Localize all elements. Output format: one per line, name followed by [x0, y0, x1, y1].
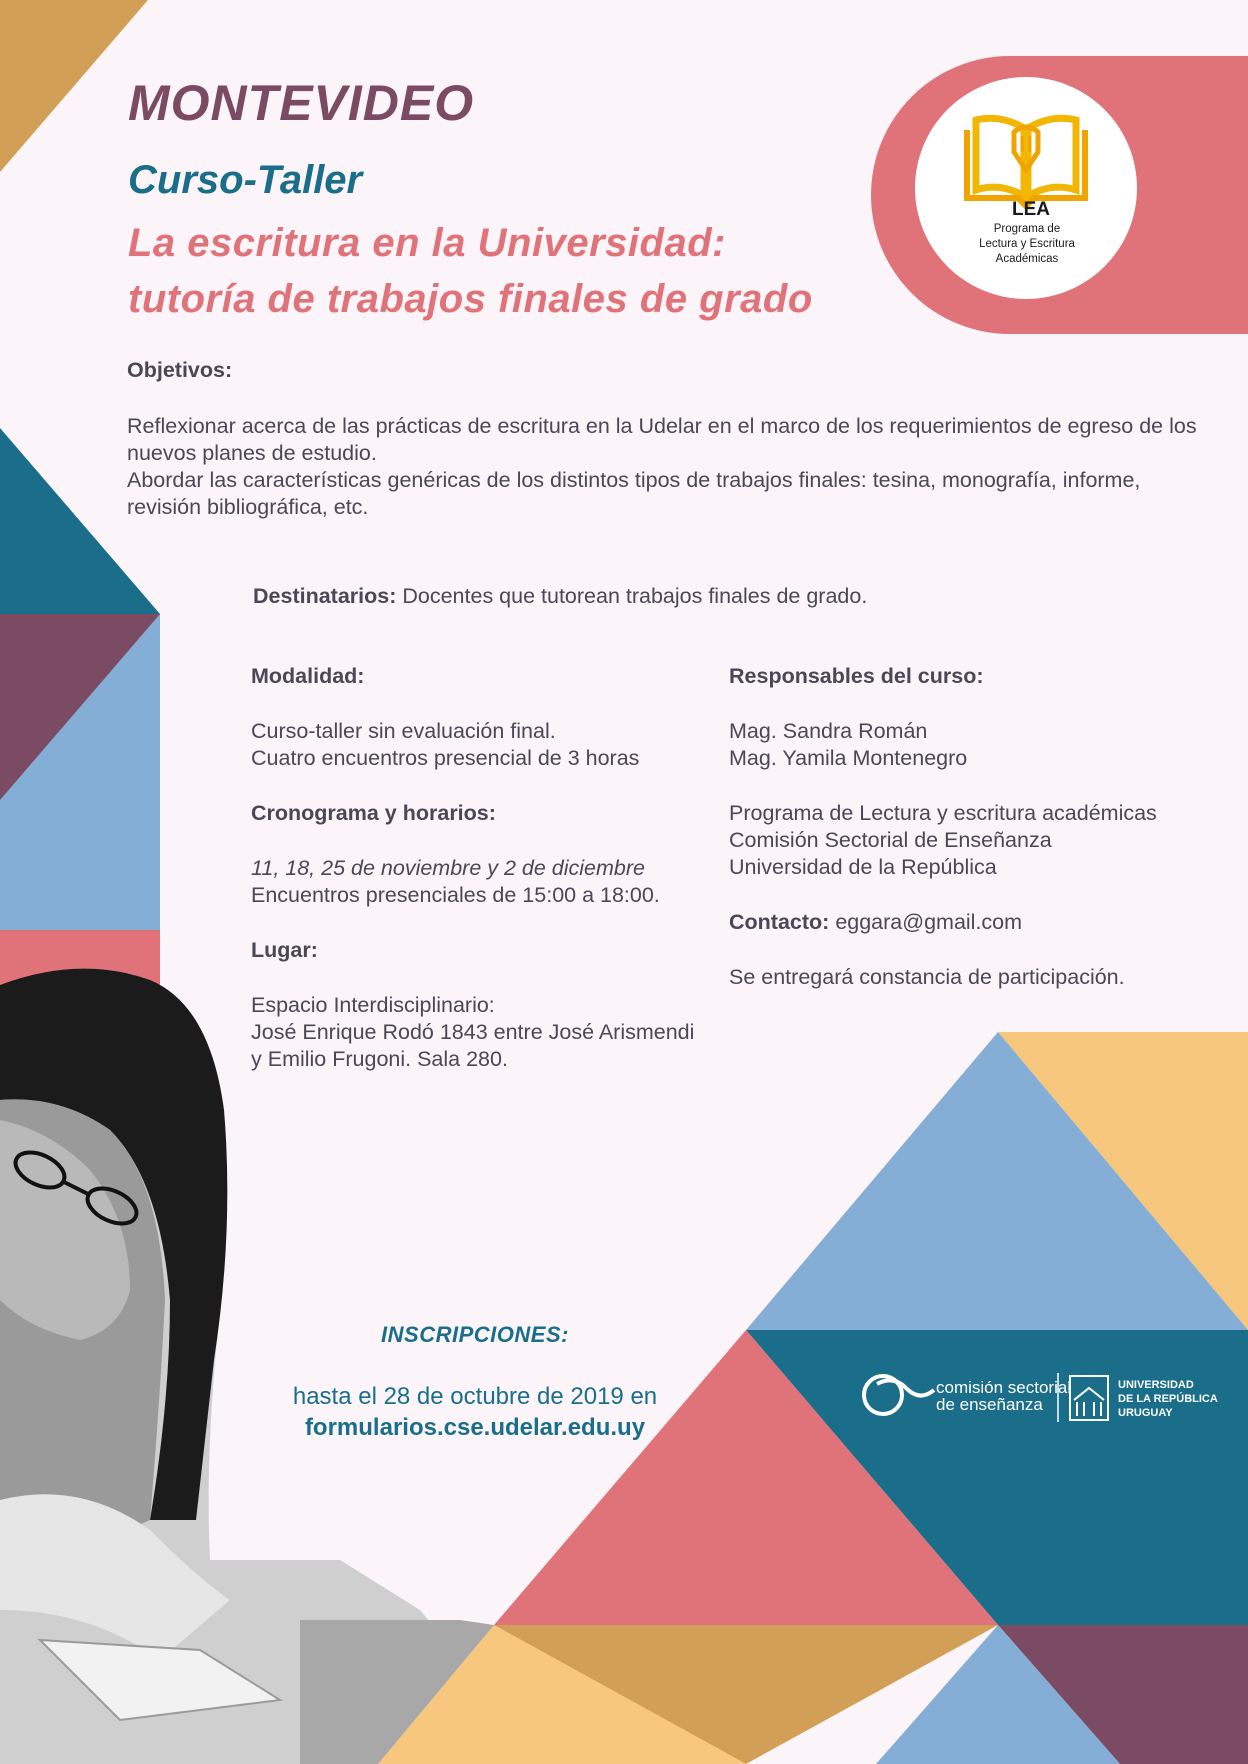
course-type: Curso-Taller	[128, 158, 363, 202]
udelar-line2: DE LA REPÚBLICA	[1118, 1393, 1218, 1405]
cronograma-dates: 11, 18, 25 de noviembre y 2 de diciembre	[251, 856, 646, 880]
responsable-person: Mag. Sandra Román	[729, 719, 928, 743]
responsables-label: Responsables del curso:	[729, 664, 984, 688]
lea-line1: Programa de	[993, 223, 1061, 235]
student-photo	[0, 969, 494, 1764]
udelar-line1: UNIVERSIDAD	[1118, 1379, 1194, 1391]
cronograma-label: Cronograma y horarios:	[251, 801, 496, 825]
modalidad-line2: Cuatro encuentros presencial de 3 horas	[251, 746, 640, 770]
triangle-top-left-mustard	[0, 0, 148, 172]
objetivo-item: Abordar las características genéricas de los distintos tipos de trabajos finales: tesina, monografía, informe, revisión bibliográfica, etc.	[127, 468, 1141, 519]
objetivos-list	[127, 413, 1202, 521]
udelar-line3: URUGUAY	[1118, 1407, 1173, 1419]
inscripciones-title: INSCRIPCIONES:	[381, 1322, 569, 1347]
course-title	[128, 215, 813, 327]
objetivo-item: Reflexionar acerca de las prácticas de escritura en la Udelar en el marco de los requerimientos de egreso de los nuevos planes de estudio.	[127, 414, 1197, 465]
city-heading: MONTEVIDEO	[128, 75, 475, 131]
modalidad-label: Modalidad:	[251, 664, 365, 688]
cse-line1: comisión sectorial	[936, 1378, 1072, 1397]
contacto-email[interactable]: eggara@gmail.com	[835, 910, 1023, 934]
info-left-column	[251, 663, 721, 1073]
destinatarios-label: Destinatarios:	[253, 584, 397, 608]
lugar-line2: José Enrique Rodó 1843 entre José Arismendi	[251, 1020, 695, 1044]
inscripciones-info	[200, 1381, 750, 1443]
info-right-column	[729, 663, 1199, 991]
inscripciones-url-link[interactable]: formularios.cse.udelar.edu.uy	[304, 1414, 646, 1441]
responsable-org: Programa de Lectura y escritura académicas	[729, 801, 1157, 825]
course-title-line2: tutoría de trabajos finales de grado	[128, 277, 813, 321]
lugar-label: Lugar:	[251, 938, 318, 962]
inscripciones-deadline: hasta el 28 de octubre de 2019 en	[292, 1383, 658, 1410]
contacto-label: Contacto:	[729, 910, 830, 934]
modalidad-line1: Curso-taller sin evaluación final.	[251, 719, 556, 743]
contacto	[729, 909, 1199, 936]
lea-line3: Académicas	[995, 253, 1059, 265]
lugar-line3: y Emilio Frugoni. Sala 280.	[251, 1047, 508, 1071]
responsable-org: Universidad de la República	[729, 855, 997, 879]
lugar-line1: Espacio Interdisciplinario:	[251, 993, 495, 1017]
constancia-text: Se entregará constancia de participación.	[729, 965, 1125, 989]
destinatarios-text: Docentes que tutorean trabajos finales de grado.	[402, 584, 868, 608]
responsable-person: Mag. Yamila Montenegro	[729, 746, 968, 770]
cronograma-hours: Encuentros presenciales de 15:00 a 18:00.	[251, 883, 660, 907]
objetivos-label: Objetivos:	[127, 358, 233, 382]
responsable-org: Comisión Sectorial de Enseñanza	[729, 828, 1052, 852]
lea-line2: Lectura y Escritura	[979, 238, 1075, 250]
lea-acronym: LEA	[1012, 199, 1050, 220]
course-title-line1: La escritura en la Universidad:	[128, 221, 726, 265]
cse-line2: de enseñanza	[936, 1395, 1043, 1414]
destinatarios	[253, 583, 867, 610]
